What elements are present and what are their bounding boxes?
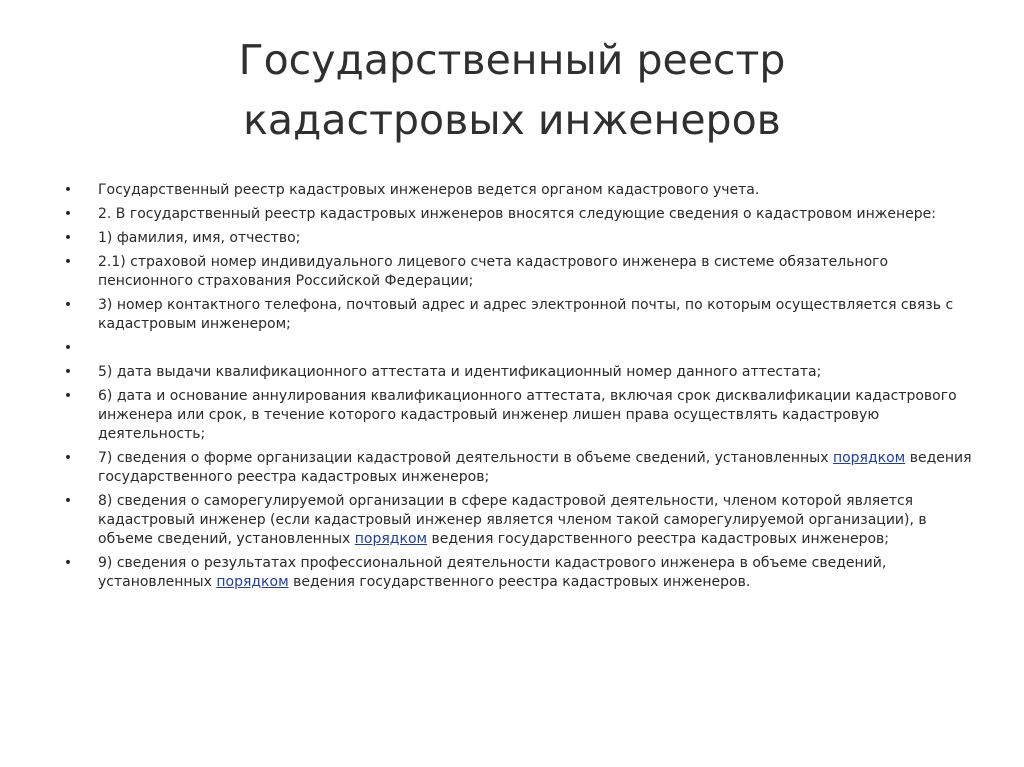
bullet-text: 5) дата выдачи квалификационного аттестата и идентификационный номер данного аттестата; xyxy=(98,364,822,380)
bullet-text: 2. В государственный реестр кадастровых инженеров вносятся следующие сведения о кадастровом инженере: xyxy=(98,206,936,222)
bullet-text-before: 9) сведения о результатах профессиональной деятельности кадастрового инженера в объеме сведений, установленных xyxy=(98,555,887,590)
bullet-item xyxy=(62,449,972,487)
bullet-item xyxy=(62,554,972,592)
bullet-item xyxy=(62,181,972,200)
bullet-marker: • xyxy=(63,364,73,380)
bullet-text-after: ведения государственного реестра кадастровых инженеров; xyxy=(98,450,972,485)
bullet-marker: • xyxy=(63,254,73,270)
poryadkom-link[interactable]: порядком xyxy=(354,531,428,547)
title-line-1: Государственный реестр xyxy=(238,36,786,84)
bullet-marker: • xyxy=(63,230,73,246)
bullet-item xyxy=(62,205,972,224)
bullet-marker: • xyxy=(63,555,73,571)
bullet-text: 2.1) страховой номер индивидуального лицевого счета кадастрового инженера в системе обязательного пенсионного страхования Российской Федерации; xyxy=(98,254,889,289)
bullet-text: 6) дата и основание аннулирования квалификационного аттестата, включая срок дисквалификации кадастрового инженера или срок, в течение которого кадастровый инженер лишен права осуществлять кадастровую деятельность; xyxy=(98,388,957,442)
bullet-item xyxy=(62,229,972,248)
slide-title xyxy=(60,30,964,150)
bullet-marker: • xyxy=(63,450,73,466)
poryadkom-link[interactable]: порядком xyxy=(832,450,906,466)
bullet-text xyxy=(98,493,927,547)
poryadkom-link[interactable]: порядком xyxy=(216,574,289,590)
bullet-marker: • xyxy=(63,493,73,509)
bullet-item xyxy=(62,253,972,291)
bullet-text-before: 8) сведения о саморегулируемой организации в сфере кадастровой деятельности, членом которой является кадастровый инженер (если кадастровый инженер является членом такой саморегулируемой организации), в объеме сведений, установленных xyxy=(98,493,927,547)
bullet-marker: • xyxy=(63,297,73,313)
bullet-item xyxy=(62,387,972,444)
bullet-item-empty xyxy=(62,339,972,358)
title-line-2: кадастровых инженеров xyxy=(243,96,781,144)
bullet-text xyxy=(98,555,886,590)
bullet-text-after: ведения государственного реестра кадастровых инженеров. xyxy=(288,574,751,590)
bullet-text: Государственный реестр кадастровых инженеров ведется органом кадастрового учета. xyxy=(98,182,760,198)
bullet-item xyxy=(62,296,972,334)
bullet-marker: • xyxy=(63,388,73,404)
bullet-text xyxy=(98,450,972,485)
bullet-text-before: 7) сведения о форме организации кадастровой деятельности в объеме сведений, установленных xyxy=(98,450,833,466)
bullet-marker: • xyxy=(63,206,73,222)
bullet-marker: • xyxy=(63,340,73,356)
bullet-text: 3) номер контактного телефона, почтовый адрес и адрес электронной почты, по которым осуществляется связь с кадастровым инженером; xyxy=(98,297,954,332)
bullet-text-after: ведения государственного реестра кадастровых инженеров; xyxy=(427,531,890,547)
bullet-list xyxy=(62,181,972,597)
bullet-item xyxy=(62,363,972,382)
bullet-marker: • xyxy=(63,182,73,198)
bullet-item xyxy=(62,492,972,549)
bullet-text xyxy=(98,340,102,356)
bullet-text: 1) фамилия, имя, отчество; xyxy=(98,230,301,246)
